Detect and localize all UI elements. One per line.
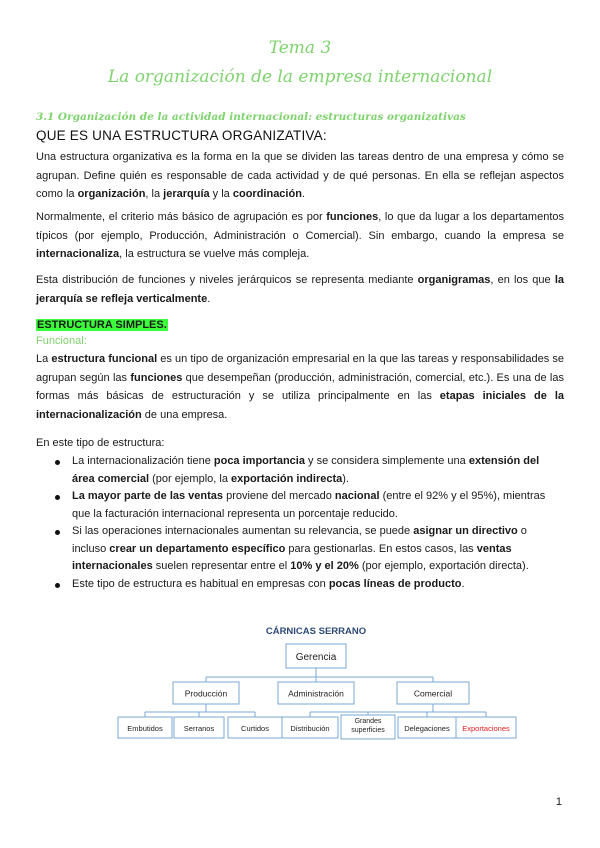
bullet-icon bbox=[55, 495, 60, 500]
list-item: La internacionalización tiene poca importancia y se considera simplemente una extensión del área comercial (por ejemplo, la exportación indirecta). bbox=[36, 453, 564, 488]
section-heading: 3.1 Organización de la actividad internacional: estructuras organizativas bbox=[36, 111, 466, 123]
org-node-comercial-label: Comercial bbox=[413, 688, 453, 699]
paragraph-criterion: Normalmente, el criterio más básico de agrupación es por funciones, lo que da lugar a los departamentos típicos (por ejemplo, Producción, Administración o Comercial). Sin embargo, cuando la empresa se internacionaliza, la estructura se vuelve más compleja. bbox=[36, 211, 564, 260]
bullet-icon bbox=[55, 460, 60, 465]
page-number: 1 bbox=[555, 796, 562, 808]
list-item: Este tipo de estructura es habitual en empresas con pocas líneas de producto. bbox=[36, 576, 564, 594]
bullet-list bbox=[36, 453, 564, 593]
list-item: La mayor parte de las ventas proviene del mercado nacional (entre el 92% y el 95%), mientras que la facturación internacional representa un porcentaje reducido. bbox=[36, 488, 564, 523]
org-node-grandes-superficies-wrap bbox=[341, 716, 395, 739]
bullet-icon bbox=[55, 583, 60, 588]
org-node-delegaciones-label: Delegaciones bbox=[404, 724, 450, 733]
question-heading: QUE ES UNA ESTRUCTURA ORGANIZATIVA: bbox=[36, 128, 327, 143]
org-chart bbox=[110, 622, 520, 752]
org-node-distribucion-label: Distribución bbox=[290, 724, 330, 733]
paragraph-definition: Una estructura organizativa es la forma en la que se dividen las tareas dentro de una empresa y cómo se agrupan. Define quién es responsable de cada actividad y de qué personas. En ella se reflejan aspectos como la organización, la jerarquía y la coordinación. bbox=[36, 151, 564, 200]
org-node-administracion-label: Administración bbox=[288, 688, 344, 699]
document-title: Tema 3 bbox=[268, 38, 332, 58]
document-subtitle: La organización de la empresa internacional bbox=[107, 67, 493, 87]
org-node-gerencia-label: Gerencia bbox=[295, 652, 337, 663]
org-node-embutidos-label: Embutidos bbox=[127, 724, 163, 733]
simples-heading: ESTRUCTURA SIMPLES. bbox=[37, 319, 167, 331]
bullet-icon bbox=[55, 530, 60, 535]
list-item: Si las operaciones internacionales aumentan su relevancia, se puede asignar un directivo o incluso crear un departamento específico para gestionarlas. En estos casos, las ventas internacionales suelen representar entre el 10% y el 20% (por ejemplo, exportación directa). bbox=[36, 523, 564, 576]
org-node-exportaciones-label: Exportaciones bbox=[462, 724, 510, 733]
paragraph-functional: La estructura funcional es un tipo de organización empresarial en la que las tareas y responsabilidades se agrupan según las funciones que desempeñan (producción, administración, comercial, etc.). Es una de las formas más básicas de estructuración y se utiliza principalmente en las etapas iniciales de la internacionalización de una empresa. bbox=[36, 353, 565, 421]
org-node-curtidos-label: Curtidos bbox=[241, 724, 269, 733]
paragraph-organigram: Esta distribución de funciones y niveles jerárquicos se representa mediante organigramas, en los que la jerarquía se refleja verticalmente. bbox=[36, 274, 564, 305]
org-chart-title: CÁRNICAS SERRANO bbox=[265, 626, 367, 637]
org-node-grandes-superficies-label: Grandes superficies bbox=[351, 718, 385, 734]
org-node-produccion-label: Producción bbox=[184, 688, 228, 699]
intro-line: En este tipo de estructura: bbox=[36, 437, 165, 449]
org-node-serranos-label: Serranos bbox=[183, 724, 215, 733]
funcional-heading: Funcional: bbox=[36, 335, 87, 347]
